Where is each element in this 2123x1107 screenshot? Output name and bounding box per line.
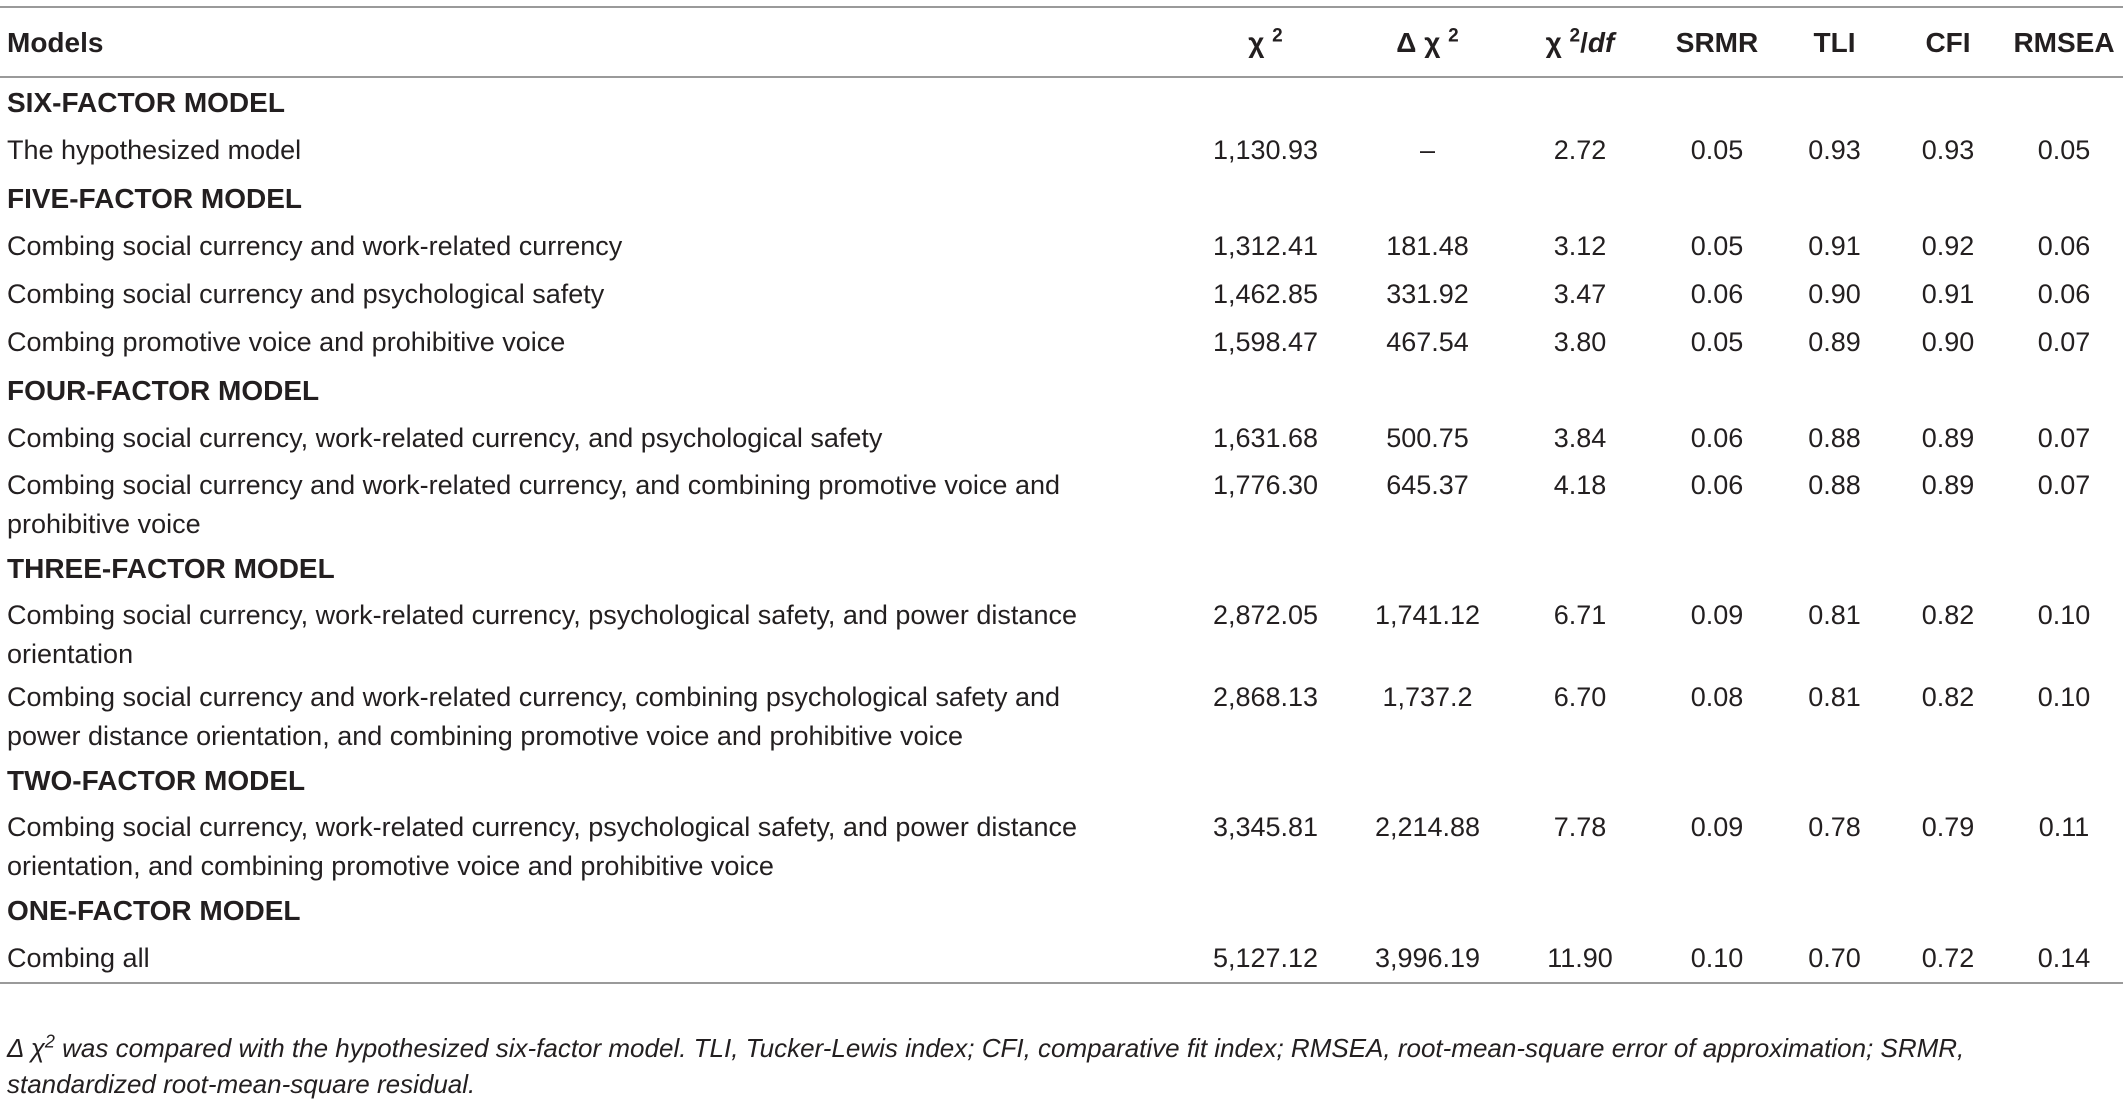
cfi-cell: 0.72 (1891, 934, 2005, 983)
footnote-text: was compared with the hypothesized six-factor model. TLI, Tucker-Lewis index; CFI, comparative fit index; RMSEA, root-mean-square error of approximation; SRMR, standardized root-mean-square residual. (7, 1033, 1965, 1099)
chi-square-cell: 1,130.93 (1212, 134, 1319, 165)
cfi-cell: 0.82 (1921, 682, 1975, 712)
cfi-cell: 0.92 (1921, 230, 1975, 261)
chi-square-cell: 1,631.68 (1212, 422, 1319, 453)
header-delta-chi-square-exponent: 2 (1448, 25, 1459, 47)
delta-chi-square-cell: 645.37 (1386, 470, 1469, 500)
header-srmr: SRMR (1656, 7, 1778, 77)
tli-cell: 0.91 (1808, 230, 1861, 261)
model-label-cell: The hypothesized model (7, 134, 302, 165)
srmr-cell: 0.08 (1690, 682, 1744, 712)
rmsea-cell: 0.06 (2037, 230, 2091, 261)
chi-square-df-cell: 11.90 (1504, 934, 1656, 983)
rmsea-cell: 0.14 (2005, 934, 2123, 983)
chi-square-df-cell: 3.12 (1553, 230, 1607, 261)
chi-square-df-cell: 3.84 (1553, 422, 1607, 453)
chi-square-cell: 3,345.81 (1212, 812, 1319, 842)
delta-chi-square-cell: 467.54 (1386, 326, 1469, 357)
header-chi-square (1180, 7, 1351, 77)
header-chi-square-df-slash: / (1580, 26, 1588, 58)
section-header-row (0, 886, 2123, 934)
srmr-cell: 0.05 (1690, 326, 1744, 357)
header-models: Models (0, 7, 1180, 77)
srmr-cell: 0.09 (1690, 812, 1744, 842)
srmr-cell: 0.05 (1690, 134, 1744, 165)
delta-chi-square-cell: 2,214.88 (1374, 812, 1481, 842)
cfi-cell: 0.82 (1921, 600, 1975, 630)
delta-chi-square-cell: 1,741.12 (1374, 600, 1481, 630)
table-row (0, 318, 2123, 366)
tli-cell: 0.81 (1808, 600, 1861, 630)
header-chi-square-df-label: df (1587, 26, 1615, 58)
cfi-cell: 0.79 (1921, 812, 1975, 842)
model-label-cell: Combing social currency and work-related currency, and combining promotive voice and prohibitive voice (7, 470, 1060, 539)
header-row (0, 7, 2123, 77)
rmsea-cell: 0.11 (2038, 812, 2090, 842)
model-fit-table (0, 6, 2123, 984)
delta-chi-square-cell: 181.48 (1386, 230, 1469, 261)
srmr-cell: 0.06 (1690, 470, 1744, 500)
model-label-cell: Combing all (0, 934, 1180, 983)
chi-square-df-cell: 4.18 (1553, 470, 1607, 500)
tli-cell: 0.89 (1808, 326, 1861, 357)
model-label-cell: Combing social currency and work-related currency, combining psychological safety and power distance orientation, and combining promotive voice and prohibitive voice (7, 682, 1060, 751)
model-label-cell: Combing social currency and psychological safety (7, 278, 605, 309)
srmr-cell: 0.10 (1656, 934, 1778, 983)
tli-cell: 0.90 (1808, 278, 1861, 309)
section-title: ONE-FACTOR MODEL (7, 894, 301, 926)
cfi-cell: 0.91 (1921, 278, 1975, 309)
tli-cell: 0.70 (1778, 934, 1891, 983)
section-title: THREE-FACTOR MODEL (7, 552, 335, 584)
chi-square-df-cell: 6.70 (1553, 682, 1607, 712)
header-chi-square-symbol: χ (1248, 26, 1265, 58)
rmsea-cell: 0.07 (2037, 422, 2091, 453)
tli-cell: 0.88 (1808, 470, 1861, 500)
footnote-exponent: 2 (44, 1031, 55, 1052)
section-header-row (0, 544, 2123, 592)
model-label-cell: Combing social currency and work-related currency (7, 230, 623, 261)
chi-square-cell: 1,462.85 (1212, 278, 1319, 309)
chi-square-cell: 2,868.13 (1212, 682, 1319, 712)
table-row (0, 804, 2123, 886)
header-chi-square-df-symbol: χ (1545, 26, 1562, 58)
srmr-cell: 0.06 (1690, 278, 1744, 309)
delta-chi-square-cell: 3,996.19 (1351, 934, 1504, 983)
section-header-row (0, 77, 2123, 126)
chi-square-df-cell: 3.80 (1553, 326, 1607, 357)
section-title: SIX-FACTOR MODEL (7, 86, 285, 118)
section-header-row (0, 174, 2123, 222)
table-row (0, 674, 2123, 756)
rmsea-cell: 0.06 (2037, 278, 2091, 309)
model-label-cell: Combing promotive voice and prohibitive voice (7, 326, 566, 357)
table-row (0, 462, 2123, 544)
delta-chi-square-cell: 331.92 (1386, 278, 1469, 309)
chi-square-cell: 1,776.30 (1212, 470, 1319, 500)
footnote-delta-chi-square: Δ χ (7, 1033, 45, 1063)
section-title: TWO-FACTOR MODEL (7, 764, 306, 796)
header-delta-chi-square-symbol: Δ χ (1396, 26, 1441, 58)
srmr-cell: 0.06 (1690, 422, 1744, 453)
delta-chi-square-cell: – (1419, 134, 1436, 165)
chi-square-df-cell: 3.47 (1553, 278, 1607, 309)
model-label-cell: Combing social currency, work-related currency, psychological safety, and power distance orientation (7, 600, 1077, 669)
cfi-cell: 0.90 (1921, 326, 1975, 357)
chi-square-df-cell: 2.72 (1553, 134, 1607, 165)
table-footnote (7, 1030, 2107, 1102)
srmr-cell: 0.05 (1690, 230, 1744, 261)
chi-square-df-cell: 6.71 (1553, 600, 1607, 630)
cfi-cell: 0.93 (1921, 134, 1975, 165)
table-row (0, 222, 2123, 270)
section-header-row (0, 756, 2123, 804)
section-title: FIVE-FACTOR MODEL (7, 182, 303, 214)
chi-square-df-cell: 7.78 (1553, 812, 1607, 842)
rmsea-cell: 0.07 (2037, 470, 2091, 500)
header-tli: TLI (1778, 7, 1891, 77)
table-row (0, 414, 2123, 462)
tli-cell: 0.88 (1808, 422, 1861, 453)
header-delta-chi-square (1351, 7, 1504, 77)
chi-square-cell: 5,127.12 (1180, 934, 1351, 983)
table-row (0, 270, 2123, 318)
chi-square-cell: 1,312.41 (1212, 230, 1319, 261)
srmr-cell: 0.09 (1690, 600, 1744, 630)
table-row (0, 592, 2123, 674)
cfi-cell: 0.89 (1921, 470, 1975, 500)
header-chi-square-df-exponent: 2 (1569, 25, 1581, 47)
tli-cell: 0.78 (1808, 812, 1861, 842)
table-row (0, 934, 2123, 983)
section-title: FOUR-FACTOR MODEL (7, 374, 320, 406)
rmsea-cell: 0.05 (2037, 134, 2091, 165)
rmsea-cell: 0.10 (2037, 682, 2091, 712)
delta-chi-square-cell: 1,737.2 (1382, 682, 1473, 712)
table-header (0, 7, 2123, 77)
cfi-cell: 0.89 (1921, 422, 1975, 453)
section-header-row (0, 366, 2123, 414)
rmsea-cell: 0.07 (2037, 326, 2091, 357)
model-label-cell: Combing social currency, work-related currency, psychological safety, and power distance orientation, and combining promotive voice and prohibitive voice (7, 812, 1077, 881)
tli-cell: 0.93 (1808, 134, 1861, 165)
table-body (0, 77, 2123, 983)
header-chi-square-df (1504, 7, 1656, 77)
delta-chi-square-cell: 500.75 (1386, 422, 1469, 453)
header-rmsea: RMSEA (2005, 7, 2123, 77)
tli-cell: 0.81 (1808, 682, 1861, 712)
chi-square-cell: 1,598.47 (1212, 326, 1319, 357)
header-chi-square-exponent: 2 (1272, 25, 1283, 47)
rmsea-cell: 0.10 (2037, 600, 2091, 630)
header-cfi: CFI (1891, 7, 2005, 77)
chi-square-cell: 2,872.05 (1212, 600, 1319, 630)
model-label-cell: Combing social currency, work-related currency, and psychological safety (7, 422, 883, 453)
table-row (0, 126, 2123, 174)
